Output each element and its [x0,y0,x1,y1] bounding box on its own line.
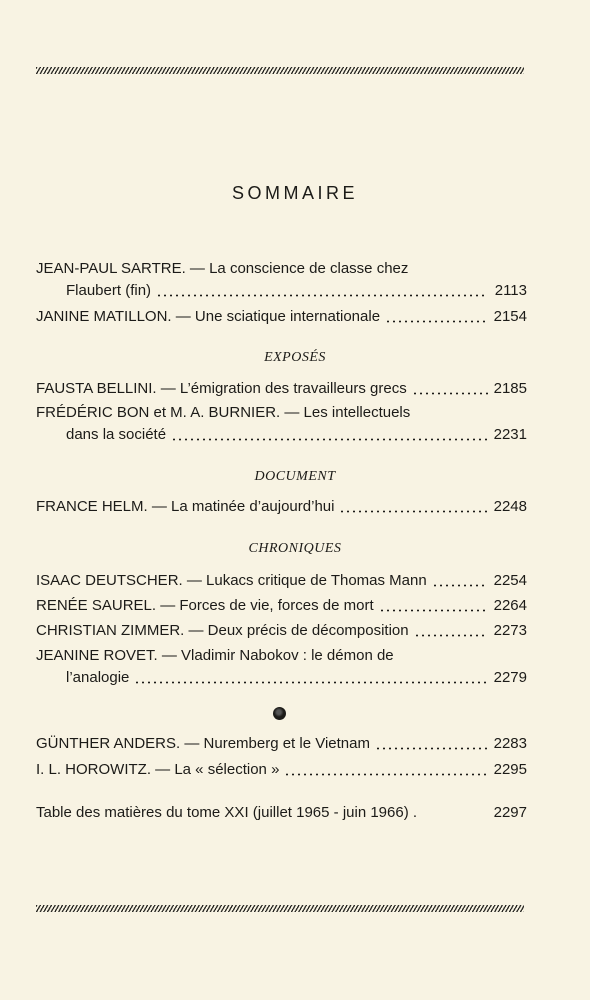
toc-entry-saurel[interactable] [36,595,527,617]
page-number: 2283 [493,735,527,752]
toc-entry-line [36,280,527,302]
page-number: 2113 [494,282,527,299]
page-number: 2264 [493,597,527,614]
toc-entry-text: FAUSTA BELLINI. — L’émigration des travailleurs grecs [36,380,407,397]
toc-entry-sartre[interactable] [36,258,527,302]
dot-leader [412,392,488,395]
page-number: 2273 [493,622,527,639]
toc-entry-text: FRÉDÉRIC BON et M. A. BURNIER. — Les intellectuels [36,404,411,421]
section-heading-exposes: EXPOSÉS [264,350,326,365]
toc-entry-bon-burnier[interactable] [36,402,527,446]
toc-entry-text: l’analogie [66,669,130,686]
page-number: 2295 [493,761,527,778]
toc-entry-text: JANINE MATILLON. — Une sciatique internationale [36,308,381,325]
toc-entry-horowitz[interactable] [36,759,527,781]
toc-entry-line [36,595,527,617]
dot-leader [432,584,488,587]
bottom-decorative-rule [36,905,524,912]
dot-leader [171,438,488,441]
toc-entry-text: Flaubert (fin) [66,282,152,299]
page-number: 2254 [493,572,527,589]
toc-entry-zimmer[interactable] [36,620,527,642]
page-number: 2248 [493,498,527,515]
toc-entry-text: CHRISTIAN ZIMMER. — Deux précis de décomposition [36,622,409,639]
toc-entry-matillon[interactable] [36,306,527,328]
toc-entry-line [36,667,527,689]
dot-leader [284,773,488,776]
toc-entry-line [36,733,527,755]
toc-entry-anders[interactable] [36,733,527,755]
dot-leader [339,510,488,513]
toc-entry-text: I. L. HOROWITZ. — La « sélection » [36,761,280,778]
toc-entry-text: JEAN-PAUL SARTRE. — La conscience de classe chez [36,260,409,277]
page-number: 2297 [493,804,527,821]
dot-leader [379,609,488,612]
toc-entry-line [36,645,478,667]
toc-entry-line [36,424,527,446]
toc-entry-line [36,570,527,592]
toc-entry-deutscher[interactable] [36,570,527,592]
toc-entry-text: FRANCE HELM. — La matinée d’aujourd’hui [36,498,335,515]
toc-entry-line [36,258,478,280]
dot-leader [414,634,488,637]
section-heading-chroniques: CHRONIQUES [248,541,342,556]
toc-entry-line [36,759,527,781]
toc-entry-line [36,378,527,400]
page-title: SOMMAIRE [231,183,358,203]
toc-entry-helm[interactable] [36,496,527,518]
toc-entry-table-des-matieres[interactable] [36,802,527,824]
toc-entry-line [36,306,527,328]
toc-entry-line [36,802,527,824]
toc-entry-text: GÜNTHER ANDERS. — Nuremberg et le Vietnam [36,735,370,752]
toc-entry-text: RENÉE SAUREL. — Forces de vie, forces de mort [36,597,374,614]
toc-entry-text: JEANINE ROVET. — Vladimir Nabokov : le démon de [36,647,394,664]
toc-entry-rovet[interactable] [36,645,527,689]
section-heading-document: DOCUMENT [254,469,336,484]
dot-leader [134,681,488,684]
toc-entry-text: dans la société [66,426,167,443]
dot-leader [156,294,488,297]
toc-entry-line [36,620,527,642]
top-decorative-rule [36,67,524,74]
toc-entry-text: ISAAC DEUTSCHER. — Lukacs critique de Thomas Mann [36,572,427,589]
dot-leader [375,747,488,750]
bullet-ornament-icon [273,707,286,720]
toc-entry-line [36,402,478,424]
dot-leader [385,320,488,323]
toc-entry-text: Table des matières du tome XXI (juillet 1965 - juin 1966) . [36,804,418,821]
page-number: 2154 [493,308,527,325]
page-number: 2231 [493,426,527,443]
page-number: 2279 [493,669,527,686]
toc-entry-line [36,496,527,518]
toc-entry-bellini[interactable] [36,378,527,400]
page-number: 2185 [493,380,527,397]
